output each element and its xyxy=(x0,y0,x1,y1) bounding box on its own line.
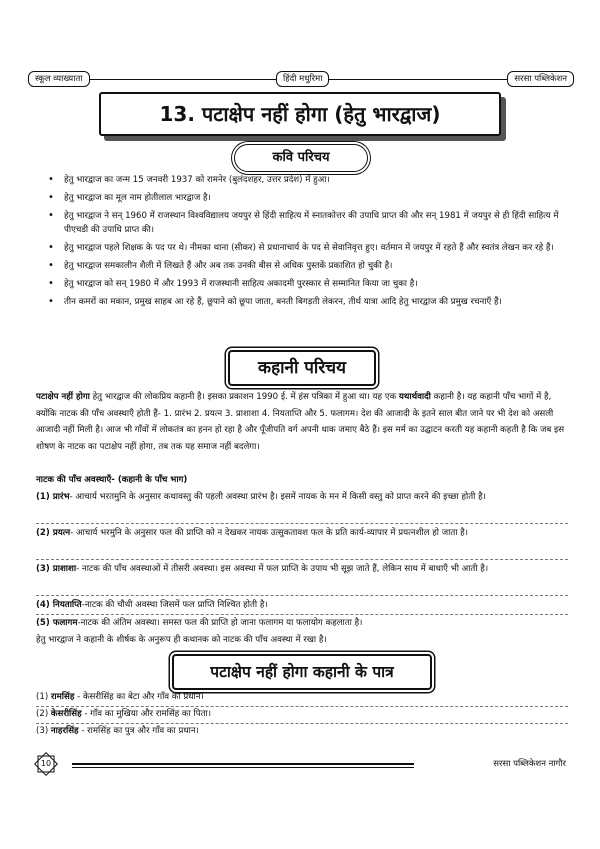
page-number: 10 xyxy=(40,759,52,768)
kahani-parichay-heading: कहानी परिचय xyxy=(228,350,376,386)
footer-rule xyxy=(72,763,414,765)
bullet-icon: • xyxy=(48,210,54,221)
footer-publisher: सरसा पब्लिकेशन नागौर xyxy=(493,759,566,769)
bullet-icon: • xyxy=(48,242,54,253)
kavi-parichay-heading: कवि परिचय xyxy=(234,144,368,172)
stage-item: (5) फलागम-नाटक की अंतिम अवस्था। समस्त फल की प्राप्ति हो जाना फलागम या फलायोग कहलाता है। xyxy=(36,618,363,628)
divider xyxy=(36,559,568,560)
page-header xyxy=(28,71,574,87)
header-right-label: सरसा पब्लिकेशन xyxy=(507,71,574,87)
list-item: (2) केसरीसिंह - गाँव का मुखिया और रामसिंह का पिता। xyxy=(36,709,211,719)
patra-list xyxy=(36,689,568,740)
header-center-label: हिंदी मधुरिमा xyxy=(276,71,329,87)
list-item: • हेतु भारद्वाज का जन्म 15 जनवरी 1937 को रामनेर (बुलंदशहर, उत्तर प्रदेश) में हुआ। xyxy=(48,174,330,185)
list-item: • हेतु भारद्वाज का मूल नाम होतीलाल भारद्वाज है। xyxy=(48,192,211,203)
page-footer xyxy=(28,754,574,774)
list-item: • हेतु भारद्वाज समकालीन शैली में लिखते हैं और अब तक उनकी बीस से अधिक पुस्तकें प्रकाशित हो चुकी है। xyxy=(48,260,393,271)
bullet-icon: • xyxy=(48,278,54,289)
header-left-label: स्कूल व्याख्याता xyxy=(28,71,90,87)
divider xyxy=(36,523,568,524)
stage-item: (2) प्रयत्न- आचार्य भरमुनि के अनुसार फल की प्राप्ति को न देखकर नायक उत्सुकतावश फल के प्रति कार्य-व्यापार में प्रयत्नशील हो जाता है। xyxy=(36,528,468,538)
stage-item: (3) प्राशाशा- नाटक की पाँच अवस्थाओं में तीसरी अवस्था। इस अवस्था में फल प्राप्ति के उपाय भी सूझ जाते हैं, लेकिन साथ में बाधाएँ भी आती है। xyxy=(36,564,489,574)
chapter-title: 13. पटाक्षेप नहीं होगा (हेतु भारद्वाज) xyxy=(99,92,501,136)
bullet-icon: • xyxy=(48,174,54,185)
list-item: • हेतु भारद्वाज ने सन् 1960 में राजस्थान विश्वविद्यालय जयपुर से हिंदी साहित्य में स्नातकोत्तर की उपाधि प्राप्त की और सन् 1981 में जयपुर से ही हिंदी साहित्य में पीएचडी की उपाधि प्राप्त की। xyxy=(48,210,559,235)
list-item: • हेतु भारद्वाज पहले शिक्षक के पद पर थे। नीमका थाना (सीकर) से प्रधानाचार्य के पद से सेवानिवृत्त हुए। वर्तमान में जयपुर में रहते हैं और स्वतंत्र लेखन कर रहे हैं। xyxy=(48,242,554,253)
list-item: (3) नाहरसिंह - रामसिंह का पुत्र और गाँव का प्रधान। xyxy=(36,726,199,736)
list-item: (1) रामसिंह - केसरीसिंह का बेटा और गाँव का प्रधान। xyxy=(36,692,204,702)
stages-heading: नाटक की पाँच अवस्थाएँ- (कहानी के पाँच भाग) xyxy=(36,475,188,485)
kahani-intro-paragraph: पटाक्षेप नहीं होगा हेतु भारद्वाज की लोकप्रिय कहानी है। इसका प्रकाशन 1990 ई. में हंस पत्रिका में हुआ था। यह एक यथार्थवादी कहानी है। यह कहानी पाँच भागों में है, क्योंकि नाटक की पाँच अवस्थाएँ होती हैं- 1. प्रारंभ 2. प्रयत्न 3. प्राशाशा 4. नियताप्ति और 5. फलागम। देश की आजादी के इतने साल बीत जाने पर भी देश को असली आजादी नहीं मिली है। आज भी गाँवों में लोकतंत्र का हनन हो रहा है और पूँजीपति वर्ग अपनी धाक जमाए बैठे हैं। इस मर्म का उद्घाटन करती यह कहानी कहती है कि जब इस शोषण के नाटक का पटाक्षेप नहीं होगा, तब तक यह समाज नहीं बदलेगा। xyxy=(36,392,565,452)
patra-heading: पटाक्षेप नहीं होगा कहानी के पात्र xyxy=(172,654,432,690)
stage-item: (4) नियताप्ति-नाटक की चौथी अवस्था जिसमें फल प्राप्ति निश्चित होती है। xyxy=(36,600,268,610)
list-item: • तीन कमरों का मकान, प्रमुख साहब आ रहे हैं, छूपाने को छूपा जाता, बनती बिगड़ती लेकरन, तीर्थ यात्रा आदि हेतु भारद्वाज की प्रमुख रचनाएँ हैं। xyxy=(48,296,502,307)
bullet-icon: • xyxy=(48,260,54,271)
divider xyxy=(36,595,568,596)
stage-item: (1) प्रारंभ- आचार्य भरतमुनि के अनुसार कथावस्तु की पहली अवस्था प्रारंभ है। इसमें नायक के मन में किसी वस्तु को प्राप्त करने की इच्छा होती है। xyxy=(36,492,486,502)
page-number-badge xyxy=(34,752,58,776)
bullet-icon: • xyxy=(48,192,54,203)
footer-rule-thin xyxy=(72,767,414,768)
kavi-parichay-list xyxy=(48,173,564,313)
divider xyxy=(36,723,568,724)
kahani-closing-paragraph: हेतु भारद्वाज ने कहानी के शीर्षक के अनुरूप ही कथानक को नाटक की पाँच अवस्था में रखा है। xyxy=(36,635,327,645)
bullet-icon: • xyxy=(48,296,54,307)
divider xyxy=(36,706,568,707)
list-item: • हेतु भारद्वाज को सन् 1980 में और 1993 में राजस्थानी साहित्य अकादमी पुरस्कार से सम्मानित किया जा चुका है। xyxy=(48,278,418,289)
